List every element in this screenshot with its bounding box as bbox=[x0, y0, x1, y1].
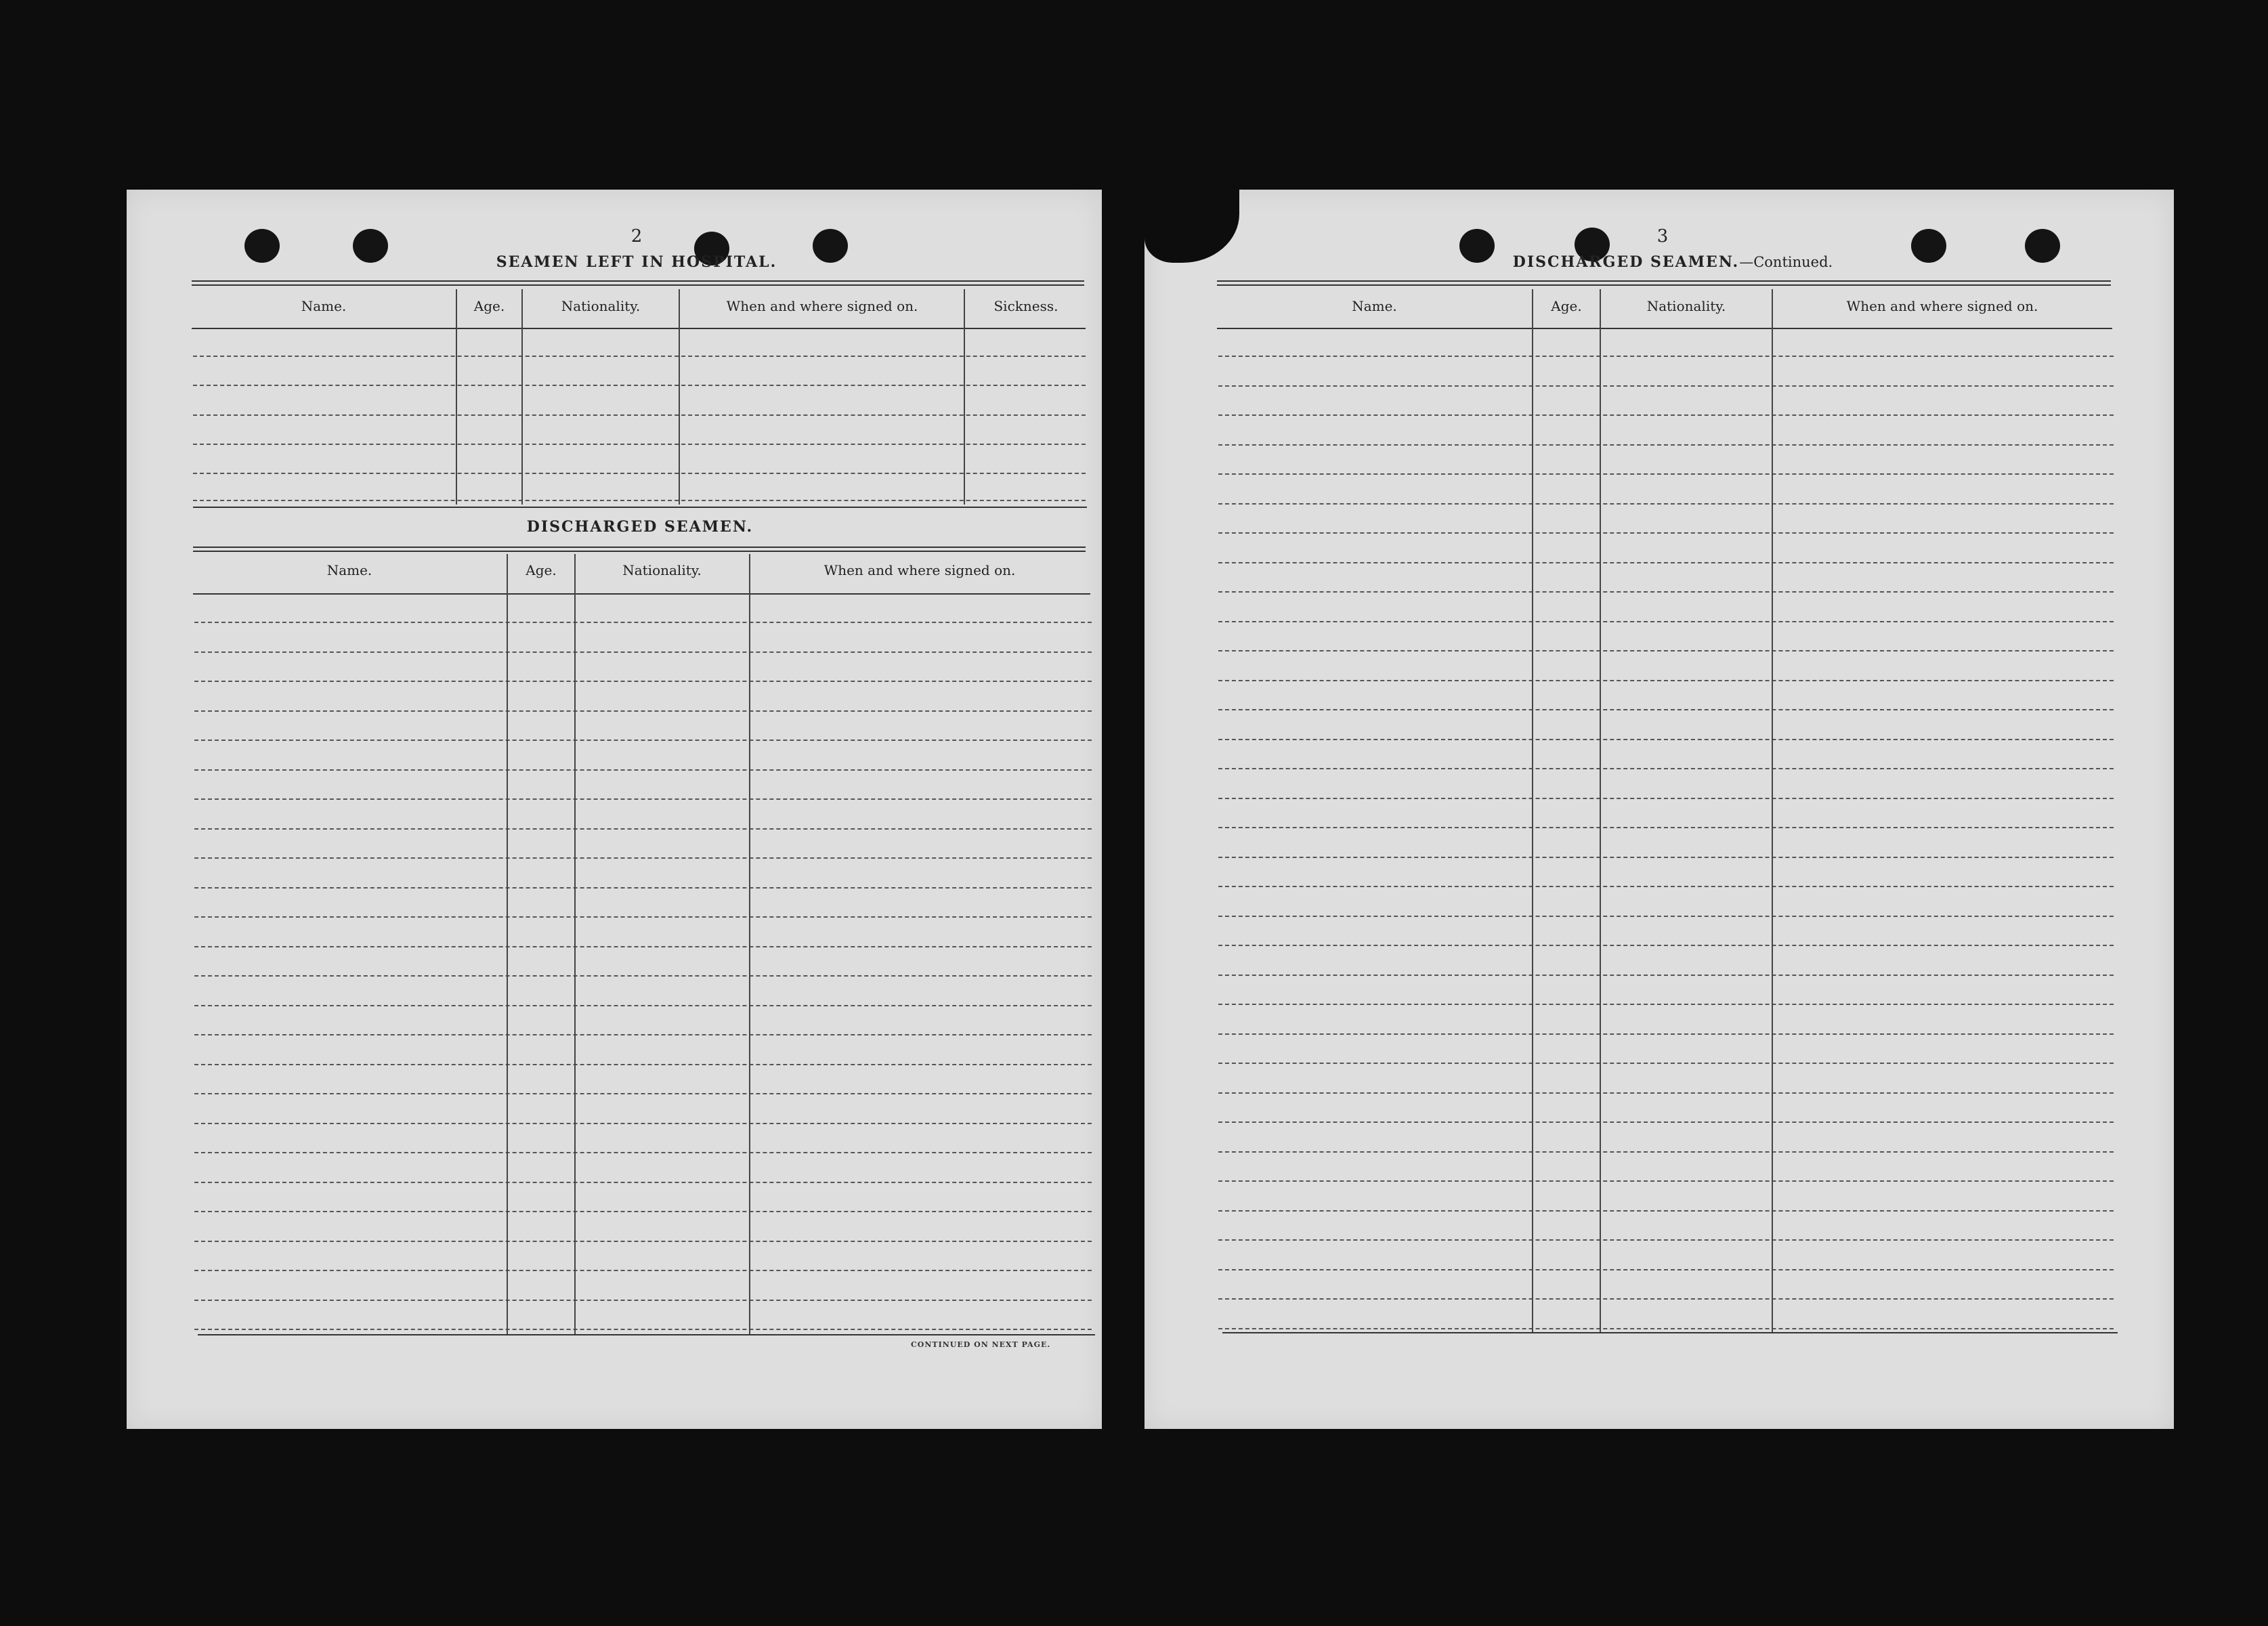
entry-line bbox=[1218, 886, 2114, 887]
col-header-name: Name. bbox=[301, 298, 347, 314]
col-header-nationality: Nationality. bbox=[1646, 298, 1726, 314]
entry-line bbox=[1218, 503, 2114, 505]
rule bbox=[193, 507, 1087, 508]
hospital-section-title: SEAMEN LEFT IN HOSPITAL. bbox=[496, 253, 777, 271]
entry-line bbox=[194, 1034, 1092, 1035]
entry-line bbox=[1218, 1151, 2114, 1153]
page-number: 3 bbox=[1656, 226, 1669, 247]
entry-line bbox=[194, 1300, 1092, 1301]
entry-line bbox=[193, 385, 1086, 386]
col-header-signed-on: When and where signed on. bbox=[823, 562, 1016, 578]
entry-line bbox=[1218, 1033, 2114, 1035]
entry-line bbox=[1218, 532, 2114, 534]
entry-line bbox=[1218, 1092, 2114, 1094]
entry-line bbox=[1218, 827, 2114, 828]
entry-line bbox=[194, 1005, 1092, 1006]
col-header-name: Name. bbox=[326, 562, 372, 578]
entry-line bbox=[193, 356, 1086, 357]
rule bbox=[198, 1334, 1095, 1335]
column-divider bbox=[521, 289, 523, 505]
column-divider bbox=[749, 554, 750, 1334]
discharged-section-title: DISCHARGED SEAMEN. bbox=[526, 518, 754, 536]
continued-note: CONTINUED ON NEXT PAGE. bbox=[911, 1340, 1051, 1349]
entry-line bbox=[1218, 1180, 2114, 1182]
entry-line bbox=[1218, 1328, 2114, 1329]
entry-line bbox=[1218, 680, 2114, 681]
entry-line bbox=[194, 1152, 1092, 1153]
entry-line bbox=[194, 622, 1092, 623]
entry-line bbox=[194, 740, 1092, 741]
entry-line bbox=[194, 857, 1092, 859]
entry-line bbox=[194, 681, 1092, 682]
entry-line bbox=[1218, 385, 2114, 387]
entry-line bbox=[194, 710, 1092, 712]
entry-line bbox=[194, 1241, 1092, 1242]
entry-line bbox=[194, 1211, 1092, 1212]
entry-line bbox=[193, 473, 1086, 474]
col-header-age: Age. bbox=[473, 298, 505, 314]
left-page bbox=[127, 190, 1102, 1429]
entry-line bbox=[1218, 414, 2114, 416]
col-header-signed-on: When and where signed on. bbox=[1846, 298, 2038, 314]
column-divider bbox=[574, 554, 576, 1334]
entry-line bbox=[1218, 621, 2114, 622]
entry-line bbox=[1218, 709, 2114, 710]
entry-line bbox=[1218, 473, 2114, 475]
entry-line bbox=[194, 1123, 1092, 1124]
rule bbox=[1217, 328, 2112, 329]
entry-line bbox=[193, 500, 1086, 501]
punch-hole bbox=[2025, 229, 2060, 263]
rule bbox=[193, 547, 1086, 552]
entry-line bbox=[1218, 1298, 2114, 1300]
col-header-signed-on: When and where signed on. bbox=[726, 298, 918, 314]
entry-line bbox=[1218, 1121, 2114, 1123]
entry-line bbox=[194, 916, 1092, 918]
entry-line bbox=[193, 444, 1086, 445]
punch-hole bbox=[1911, 229, 1946, 263]
entry-line bbox=[194, 828, 1092, 830]
column-divider bbox=[964, 289, 965, 505]
page-number: 2 bbox=[630, 226, 643, 247]
entry-line bbox=[194, 798, 1092, 800]
col-header-age: Age. bbox=[1551, 298, 1582, 314]
entry-line bbox=[1218, 798, 2114, 799]
col-header-age: Age. bbox=[526, 562, 557, 578]
entry-line bbox=[1218, 1269, 2114, 1270]
entry-line bbox=[1218, 975, 2114, 976]
entry-line bbox=[1218, 768, 2114, 769]
column-divider bbox=[1600, 289, 1601, 1332]
rule bbox=[193, 593, 1090, 595]
col-header-nationality: Nationality. bbox=[561, 298, 641, 314]
entry-line bbox=[194, 1064, 1092, 1065]
entry-line bbox=[194, 1270, 1092, 1271]
col-header-name: Name. bbox=[1352, 298, 1397, 314]
entry-line bbox=[1218, 1239, 2114, 1241]
column-divider bbox=[456, 289, 457, 505]
punch-hole bbox=[353, 229, 388, 263]
entry-line bbox=[1218, 945, 2114, 946]
entry-line bbox=[1218, 650, 2114, 651]
entry-line bbox=[1218, 591, 2114, 593]
entry-line bbox=[1218, 916, 2114, 917]
section-title-text: DISCHARGED SEAMEN. bbox=[1512, 253, 1740, 271]
entry-line bbox=[1218, 857, 2114, 858]
entry-line bbox=[1218, 1004, 2114, 1005]
column-divider bbox=[507, 554, 508, 1334]
entry-line bbox=[194, 946, 1092, 947]
right-page bbox=[1144, 190, 2174, 1429]
entry-line bbox=[194, 1182, 1092, 1183]
rule bbox=[1222, 1332, 2118, 1333]
punch-hole bbox=[244, 229, 280, 263]
entry-line bbox=[1218, 1063, 2114, 1064]
entry-line bbox=[194, 1329, 1092, 1330]
column-divider bbox=[1532, 289, 1533, 1332]
col-header-sickness: Sickness. bbox=[993, 298, 1058, 314]
column-divider bbox=[679, 289, 680, 505]
section-title-suffix: —Continued. bbox=[1739, 254, 1833, 270]
entry-line bbox=[1218, 1210, 2114, 1212]
entry-line bbox=[1218, 739, 2114, 740]
entry-line bbox=[194, 1093, 1092, 1094]
rule bbox=[192, 280, 1084, 286]
rule bbox=[1217, 280, 2111, 286]
entry-line bbox=[1218, 444, 2114, 446]
entry-line bbox=[1218, 562, 2114, 563]
col-header-nationality: Nationality. bbox=[622, 562, 702, 578]
rule bbox=[192, 328, 1086, 329]
entry-line bbox=[194, 975, 1092, 977]
entry-line bbox=[194, 887, 1092, 889]
entry-line bbox=[193, 414, 1086, 416]
entry-line bbox=[194, 769, 1092, 771]
entry-line bbox=[194, 651, 1092, 653]
entry-line bbox=[1218, 356, 2114, 357]
column-divider bbox=[1772, 289, 1773, 1332]
discharged-continued-title bbox=[1483, 253, 1862, 271]
